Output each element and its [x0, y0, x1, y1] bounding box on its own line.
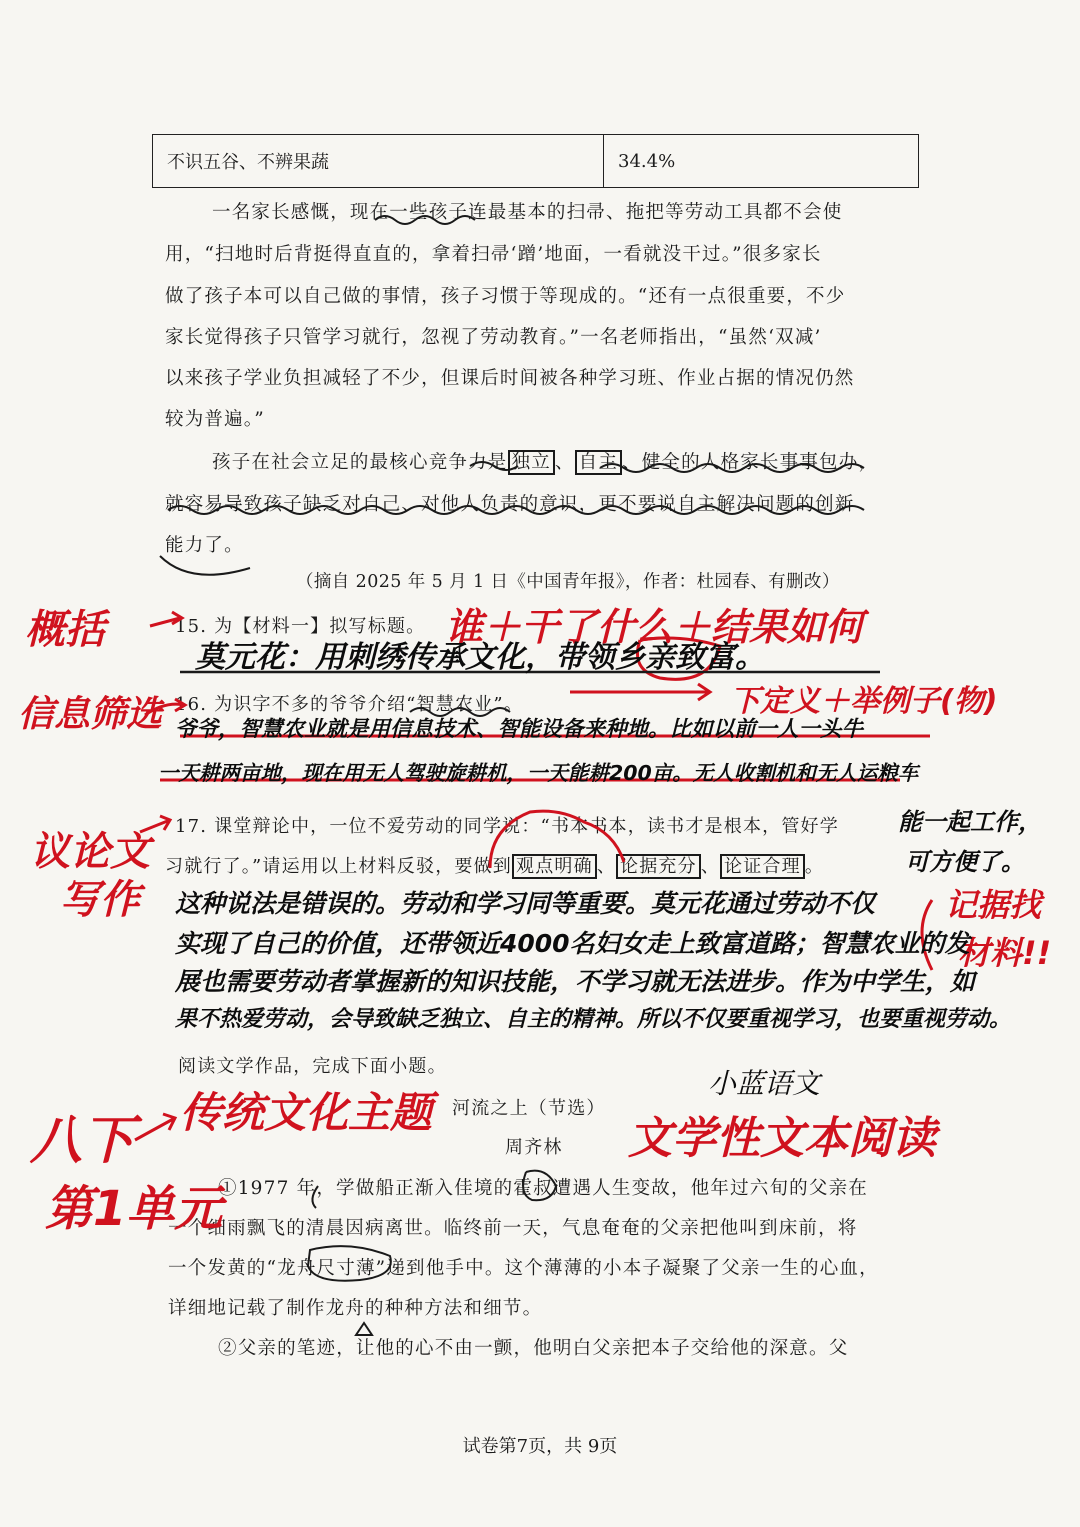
arrow-theme [135, 1114, 175, 1140]
source-citation: （摘自 2025 年 5 月 1 日《中国青年报》，作者：杜园春、有删改） [296, 572, 840, 592]
hand-tip-15: 谁＋干了什么＋结果如何 [445, 605, 864, 649]
question-17-text: 习就行了。”请运用以上材料反驳，要做到 [165, 856, 513, 877]
hand-answer-17-d: 果不热爱劳动，会导致缺乏独立、自主的精神。所以不仅要重视学习，也要重视劳动。 [175, 1007, 1012, 1032]
curve-mark [160, 556, 250, 575]
boxed-word-autonomy: 自主 [575, 450, 622, 475]
hand-tip-17-b: 材料!! [958, 934, 1052, 972]
hand-label-15: 概括 [25, 607, 105, 653]
reading-intro: 阅读文学作品，完成下面小题。 [178, 1056, 447, 1077]
table-cell-percent: 34.4% [604, 135, 919, 188]
para2-text: 孩子在社会立足的最核心竞争力是 [212, 452, 508, 473]
story-p1-line-2: 一个细雨飘飞的清晨因病离世。临终前一天，气息奄奄的父亲把他叫到床前，将 [168, 1218, 858, 1239]
para1-line-4: 家长觉得孩子只管学习就行，忽视了劳动教育。”一名老师指出，“虽然‘双减’ [165, 327, 822, 348]
story-p2-line-1: ②父亲的笔迹，让他的心不由一颤，他明白父亲把本子交给他的深意。父 [218, 1338, 849, 1359]
question-17-line-1: 17. 课堂辩论中，一位不爱劳动的同学说：“书本书本，读书才是根本，管好学 [175, 816, 839, 837]
story-p1-line-3: 一个发黄的“龙舟尺寸薄”递到他手中。这个薄薄的小本子凝聚了父亲一生的心血， [168, 1258, 879, 1279]
arrow-16-right [570, 684, 710, 700]
hand-label-unit-b: 第1单元 [45, 1181, 223, 1237]
hand-label-17-b: 写作 [60, 877, 140, 923]
question-16: 16. 为识字不多的爷爷介绍“智慧农业”。 [175, 694, 523, 715]
para2-text: 、健全的人格家长事事包办， [622, 452, 879, 473]
tri-mark [356, 1323, 372, 1335]
para1-line-2: 用，“扫地时后背挺得直直的，拿着扫帚‘蹭’地面，一看就没干过。”很多家长 [165, 244, 822, 265]
separator: 。 [804, 856, 825, 877]
separator: 、 [700, 856, 721, 877]
hand-answer-17-c: 展也需要劳动者掌握新的知识技能，不学习就无法进步。作为中学生，如 [175, 967, 976, 996]
para1-line-1: 一名家长感慨，现在一些孩子连最基本的扫帚、拖把等劳动工具都不会使 [212, 202, 843, 223]
hand-answer-16-a: 爷爷，智慧农业就是用信息技术、智能设备来种地。比如以前一人一头牛 [175, 717, 864, 742]
hand-tip-theme: 传统文化主题 [180, 1088, 433, 1137]
para1-line-3: 做了孩子本可以自己做的事情，孩子习惯于等现成的。“还有一点很重要，不少 [165, 286, 846, 307]
arrow-15 [150, 612, 182, 626]
hand-answer-17-b: 实现了自己的价值，还带领近4000名妇女走上致富道路；智慧农业的发 [175, 929, 970, 958]
hand-label-16: 信息筛选 [18, 694, 163, 735]
wavy-underline [470, 462, 518, 470]
hand-tip-16: 下定义＋举例子(物) [730, 684, 998, 719]
hand-label-unit-a: 八下 [30, 1111, 135, 1171]
req-clear-view: 观点明确 [512, 854, 597, 879]
story-p1-line-4: 详细地记载了制作龙舟的种种方法和细节。 [168, 1298, 543, 1319]
table-cell-item: 不识五谷、不辨果蔬 [153, 135, 604, 188]
story-title: 河流之上（节选） [452, 1098, 606, 1119]
hand-answer-16-b: 一天耕两亩地，现在用无人驾驶旋耕机，一天能耕200亩。无人收割机和无人运粮车 [158, 761, 919, 785]
page-footer: 试卷第7页，共 9页 [462, 1436, 618, 1457]
separator: 、 [554, 452, 575, 473]
wavy-underline [168, 506, 864, 514]
circle-mark [308, 1246, 391, 1281]
para2-line-2: 就容易导致孩子缺乏对自己、对他人负责的意识，更不要说自主解决问题的创新 [165, 494, 855, 515]
para1-line-5: 以来孩子学业负担减轻了不少，但课后时间被各种学习班、作业占据的情况仍然 [165, 368, 855, 389]
hand-brand: 小蓝语文 [708, 1067, 821, 1100]
req-sufficient-evidence: 论据充分 [616, 854, 701, 879]
hand-answer-17-a: 这种说法是错误的。劳动和学习同等重要。莫元花通过劳动不仅 [175, 889, 876, 918]
circle-17-bracket [490, 811, 624, 868]
hand-answer-16-d: 可方便了。 [905, 848, 1025, 876]
para2-line-3: 能力了。 [165, 535, 244, 556]
req-reasoning: 论证合理 [720, 854, 805, 879]
hand-answer-16-c: 能一起工作， [898, 808, 1042, 836]
hand-label-17-a: 议论文 [30, 829, 150, 875]
curve-mark [312, 1186, 318, 1208]
separator: 、 [596, 856, 617, 877]
para1-line-6: 较为普遍。” [165, 409, 265, 430]
wavy-underline [375, 216, 475, 224]
circle-mark [523, 1171, 556, 1201]
hand-tip-17-a: 记据找 [945, 886, 1042, 924]
story-p1-line-1: ①1977 年，学做船正渐入佳境的霍叔遭遇人生变故，他年过六旬的父亲在 [218, 1178, 868, 1199]
question-15: 15. 为【材料一】拟写标题。 [175, 616, 426, 637]
hand-answer-15: 莫元花：用刺绣传承文化，带领乡亲致富。 [195, 640, 765, 675]
wavy-underline [600, 464, 864, 472]
boxed-word-independent: 独立 [508, 450, 555, 475]
story-author: 周齐林 [505, 1137, 563, 1158]
hand-tip-reading: 文学性文本阅读 [628, 1113, 936, 1164]
